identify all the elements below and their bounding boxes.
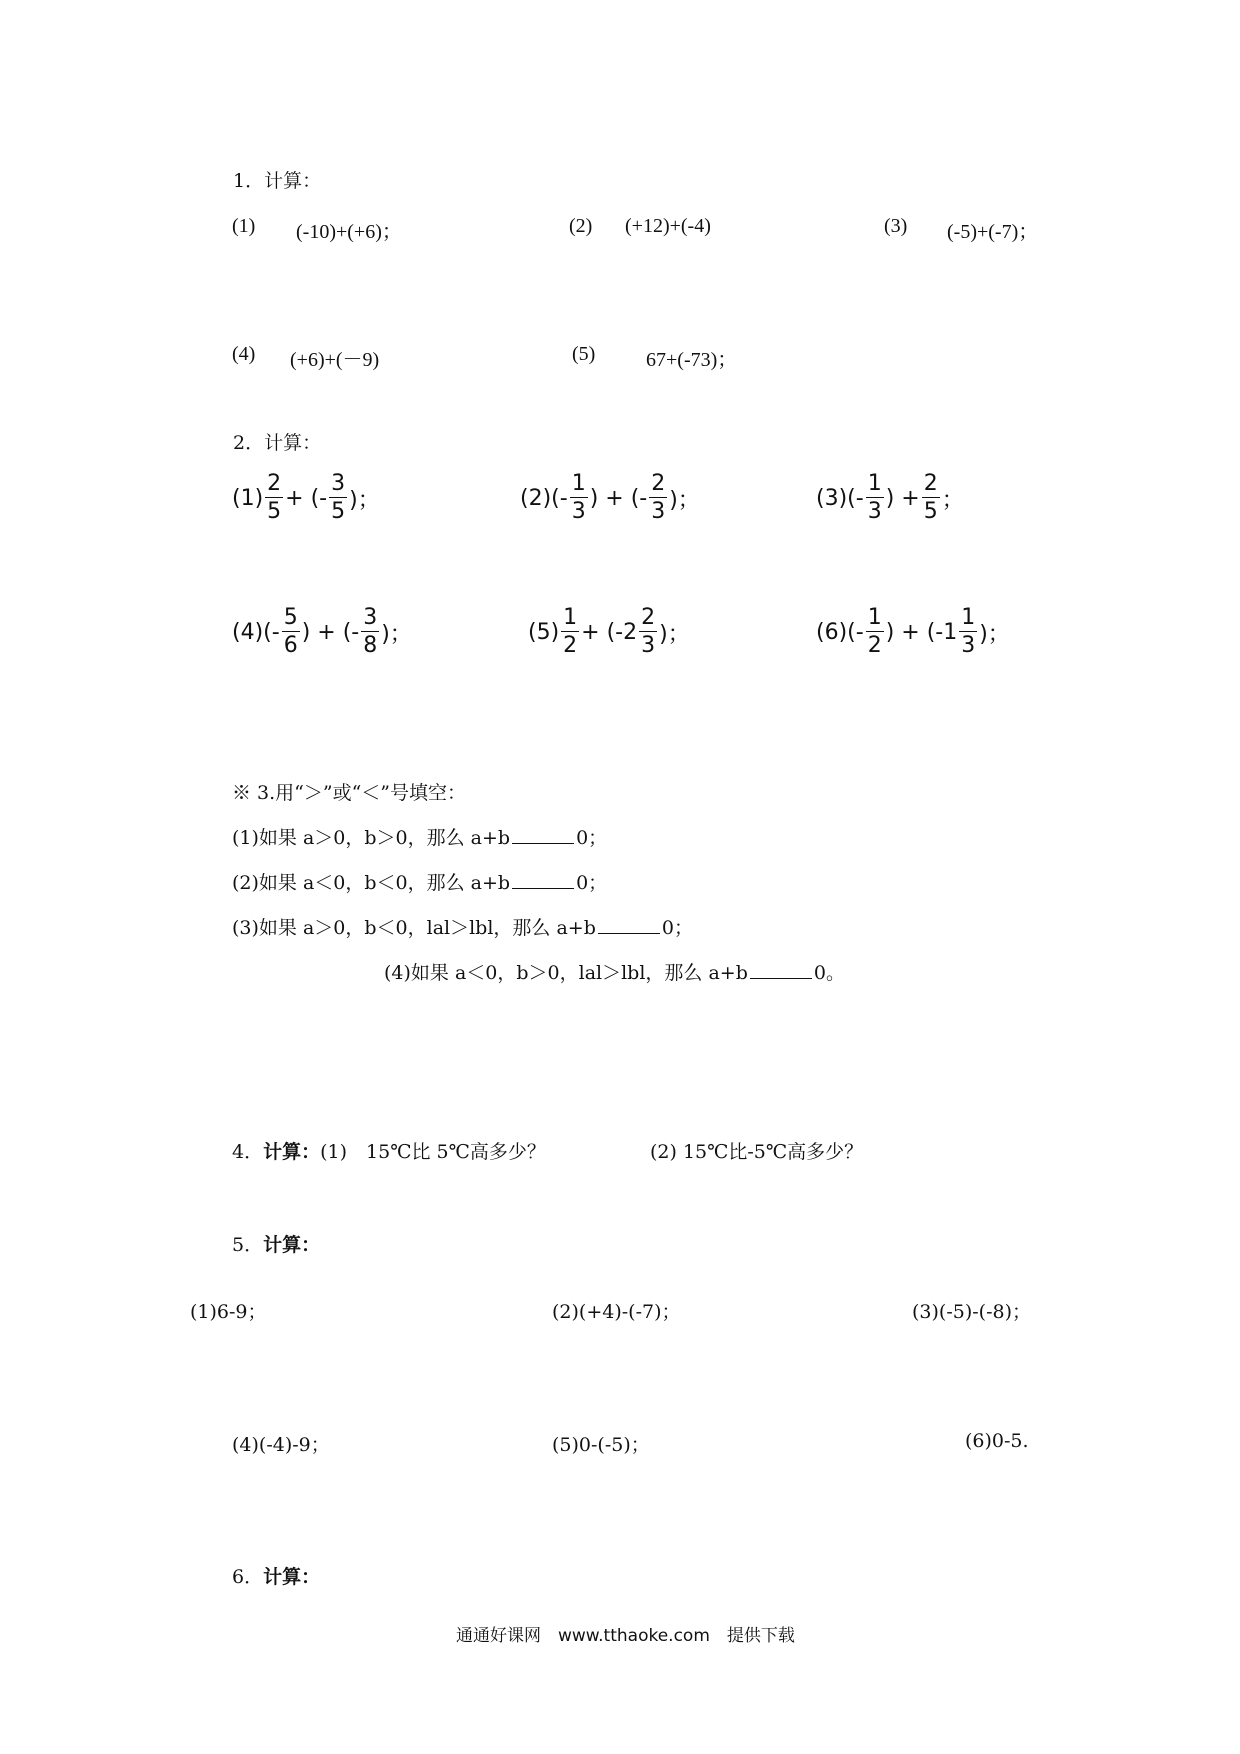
answer-blank[interactable]: [598, 915, 660, 934]
q5-heading: [232, 1230, 320, 1257]
fraction: $\frac{5}{6}$: [283, 605, 298, 658]
q5-item-4: (4)(-4)-9；: [232, 1434, 330, 1456]
page-footer: 通通好课网 www.tthaoke.com 提供下载: [456, 1626, 795, 1646]
q3-item-4: (4)如果 a＜0，b＞0，lal＞lbl，那么 a+b 0。: [384, 962, 845, 984]
fraction: $\frac{2}{3}$: [641, 605, 656, 658]
q2-item-1: (1) $\frac{2}{5}$ + (- $\frac{3}{5}$ )；: [232, 471, 380, 524]
q2-heading: 2．计算：: [233, 432, 322, 454]
fraction: $\frac{1}{3}$: [867, 471, 882, 524]
q2-item-2-label: (2)(-: [520, 485, 568, 511]
answer-blank[interactable]: [512, 825, 574, 844]
q2-item-3-label: (3)(-: [816, 485, 864, 511]
q1-heading: 1．计算：: [233, 170, 322, 192]
q5-item-2: (2)(+4)-(-7)；: [552, 1301, 681, 1323]
q1-item-3-expr: (-5)+(-7)；: [947, 221, 1039, 243]
q2-item-2: (2)(- $\frac{1}{3}$ ) + (- $\frac{2}{3}$ )；: [520, 471, 700, 524]
answer-blank[interactable]: [512, 870, 574, 889]
q6-title: 计算：: [263, 1566, 321, 1588]
q2-item-5: (5) $\frac{1}{2}$ + (-2 $\frac{2}{3}$ )；: [528, 605, 690, 658]
fraction: $\frac{2}{5}$: [923, 471, 938, 524]
q3-heading: ※ 3.用“＞”或“＜”号填空：: [232, 782, 467, 804]
fraction: $\frac{2}{3}$: [651, 471, 666, 524]
q1-item-5-expr: 67+(-73)；: [646, 349, 738, 371]
q2-item-4-label: (4)(-: [232, 619, 280, 645]
q1-item-3-label: (3): [884, 215, 908, 237]
q1-item-4-label: (4): [232, 343, 256, 365]
q2-item-6: (6)(- $\frac{1}{2}$ ) + (-1 $\frac{1}{3}$ )；: [816, 605, 1010, 658]
q4-heading: [232, 1137, 546, 1164]
q1-item-2-expr: (+12)+(-4): [625, 215, 711, 237]
q6-number: 6．: [232, 1566, 264, 1588]
fraction: $\frac{1}{3}$: [571, 471, 586, 524]
q2-item-5-label: (5): [528, 619, 560, 645]
q1-item-1-label: (1): [232, 215, 256, 237]
q5-number: 5．: [232, 1234, 264, 1256]
q1-item-2-label: (2): [569, 215, 593, 237]
fraction: $\frac{3}{5}$: [331, 471, 346, 524]
fraction: $\frac{1}{3}$: [961, 605, 976, 658]
q5-item-3: (3)(-5)-(-8)；: [912, 1301, 1032, 1323]
q3-item-1: (1)如果 a＞0，b＞0，那么 a+b 0；: [232, 827, 608, 849]
q5-item-6: (6)0-5.: [965, 1430, 1029, 1452]
fraction: $\frac{3}{8}$: [363, 605, 378, 658]
fraction: $\frac{1}{2}$: [563, 605, 578, 658]
q4-title: 计算：: [263, 1141, 321, 1163]
q5-title: 计算：: [263, 1234, 321, 1256]
q4-item-1: (1) 15℃比 5℃高多少？: [320, 1141, 546, 1163]
q4-item-2: (2) 15℃比-5℃高多少？: [650, 1141, 864, 1163]
answer-blank[interactable]: [750, 960, 812, 979]
fraction: $\frac{2}{5}$: [267, 471, 282, 524]
q3-item-2: (2)如果 a＜0，b＜0，那么 a+b 0；: [232, 872, 608, 894]
fraction: $\frac{1}{2}$: [867, 605, 882, 658]
q5-item-5: (5)0-(-5)；: [552, 1434, 650, 1456]
q1-item-5-label: (5): [572, 343, 596, 365]
q6-heading: [232, 1562, 320, 1589]
q1-item-4-expr: (+6)+(－9): [290, 349, 380, 371]
q2-item-4: (4)(- $\frac{5}{6}$ ) + (- $\frac{3}{8}$ )；: [232, 605, 412, 658]
q2-item-6-label: (6)(-: [816, 619, 864, 645]
q4-number: 4．: [232, 1141, 264, 1163]
q5-item-1: (1)6-9；: [190, 1301, 267, 1323]
q1-item-1-expr: (-10)+(+6)；: [296, 221, 402, 243]
q3-item-3: (3)如果 a＞0，b＜0，lal＞lbl，那么 a+b 0；: [232, 917, 693, 939]
q2-item-3: (3)(- $\frac{1}{3}$ ) + $\frac{2}{5}$ ；: [816, 471, 964, 524]
q2-item-1-label: (1): [232, 485, 264, 511]
